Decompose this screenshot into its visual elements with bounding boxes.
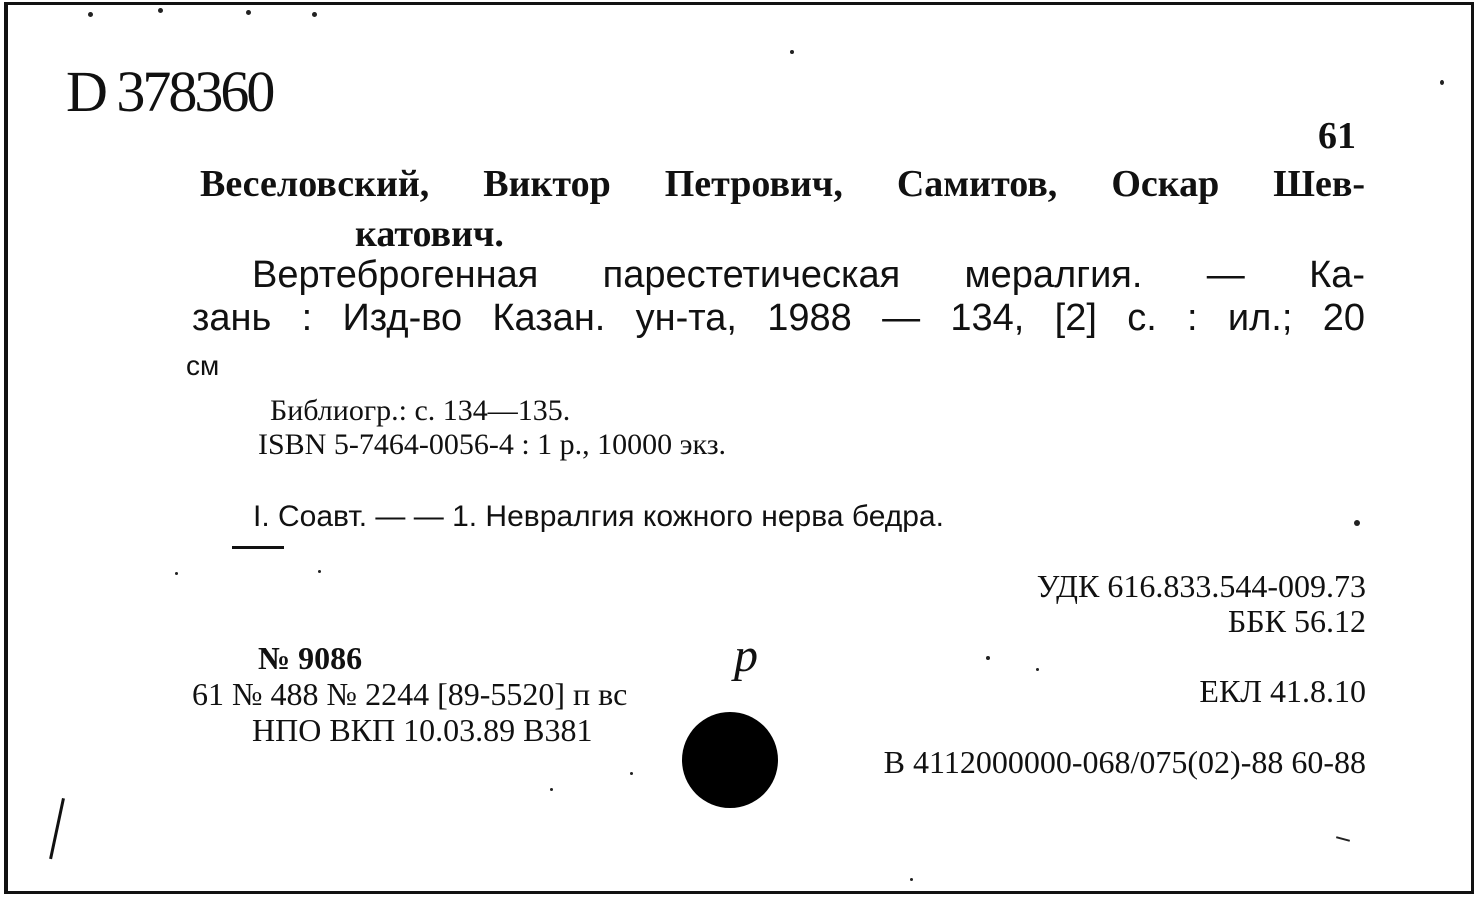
speck — [312, 12, 317, 17]
speck — [550, 788, 553, 791]
subject-headings: I. Соавт. — — 1. Невралгия кожного нерва бедра. — [253, 500, 944, 533]
underline-mark — [232, 546, 284, 549]
speck — [1354, 520, 1360, 526]
title-line-1: Вертеброгенная парестетическая мералгия. — Ка- — [252, 254, 1365, 296]
isbn-line: ISBN 5-7464-0056-4 : 1 р., 10000 экз. — [258, 428, 727, 461]
handwritten-mark: р — [734, 629, 758, 682]
npo-line: НПО ВКП 10.03.89 В381 — [252, 712, 593, 748]
speck — [175, 572, 178, 575]
speck — [630, 772, 633, 775]
speck — [1440, 80, 1444, 85]
title-line-3: см — [186, 350, 220, 381]
speck — [1036, 668, 1039, 671]
order-line: 61 № 488 № 2244 [89-5520] п вс — [192, 676, 628, 712]
speck — [158, 8, 163, 13]
ekl-code: ЕКЛ 41.8.10 — [1199, 673, 1366, 709]
speck — [910, 878, 913, 881]
price-code-line: В 4112000000-068/075(02)-88 60-88 — [883, 744, 1366, 780]
card-number: № 9086 — [258, 640, 363, 676]
udk-code: УДК 616.833.544-009.73 — [1036, 568, 1366, 604]
speck — [246, 10, 251, 15]
page-mark: 61 — [1318, 115, 1356, 157]
speck — [790, 50, 794, 54]
call-number: D 378360 — [66, 59, 273, 124]
speck — [318, 570, 321, 573]
authors-line-2: катович. — [355, 213, 504, 255]
bibliography-note: Библиогр.: с. 134—135. — [270, 394, 571, 427]
title-line-2: зань : Изд-во Казан. ун-та, 1988 — 134, [2] с. : ил.; 20 — [192, 297, 1365, 339]
bbk-code: ББК 56.12 — [1227, 603, 1366, 639]
punch-hole — [682, 712, 778, 808]
authors-line-1: Веселовский, Виктор Петрович, Самитов, Оскар Шев- — [200, 163, 1365, 205]
speck — [88, 12, 93, 17]
speck — [986, 656, 990, 660]
